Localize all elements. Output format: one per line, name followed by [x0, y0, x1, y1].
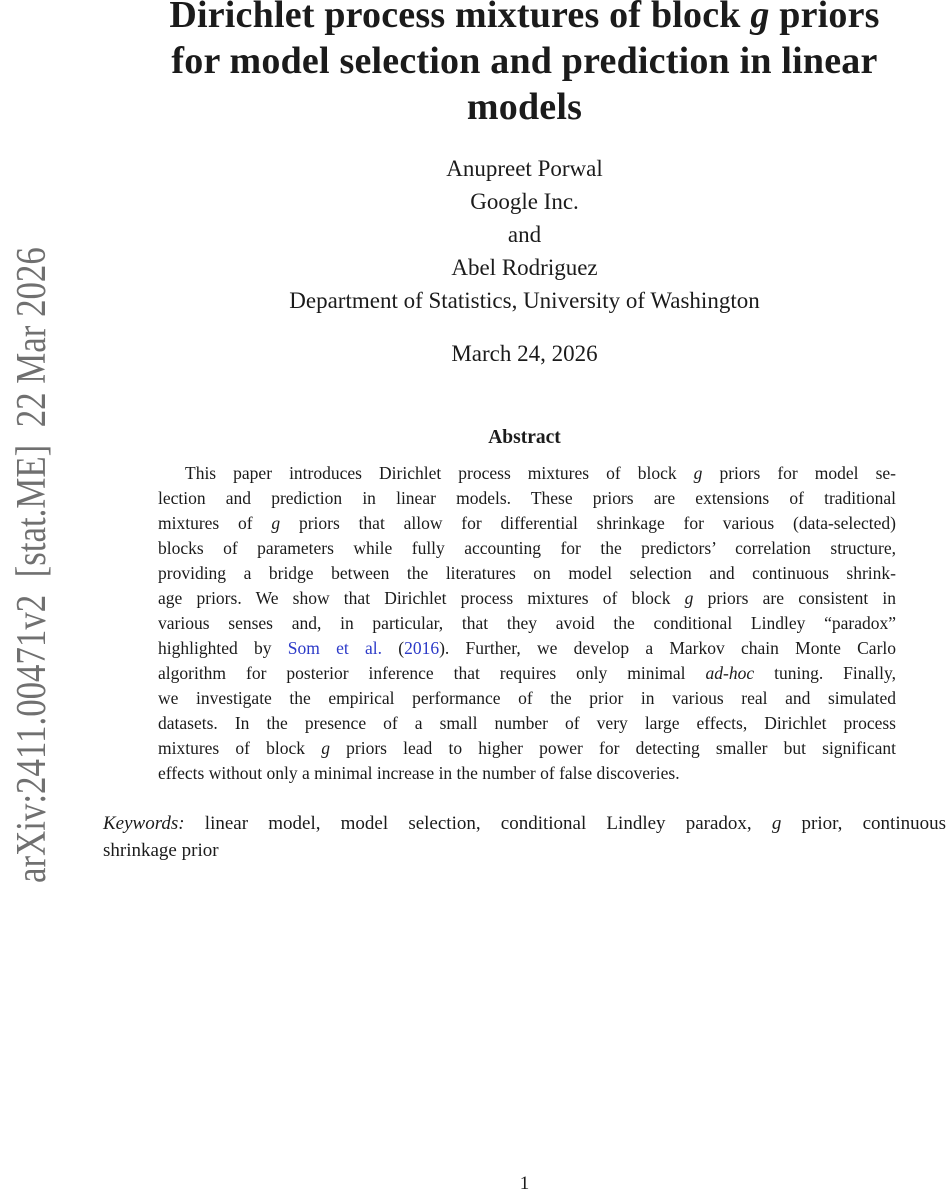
text-run: for model selection and prediction in linear — [171, 40, 878, 82]
author-line — [103, 152, 946, 185]
author-block — [103, 152, 946, 317]
text-run: ( — [382, 638, 405, 658]
text-run: models — [466, 86, 583, 128]
text-run: we investigate the empirical performance of the prior in various real and simulated — [158, 688, 896, 708]
paper-title — [103, 0, 946, 130]
abstract-line — [158, 686, 896, 711]
text-run: providing a bridge between the literatures on model selection and continuous shrink- — [158, 563, 896, 583]
abstract-heading: Abstract — [488, 427, 561, 448]
author-line — [103, 185, 946, 218]
arxiv-stamp: arXiv:2411.00471v2 [stat.ME] 22 Mar 2026 — [9, 247, 55, 884]
page-number: 1 — [519, 1173, 530, 1194]
title-line — [103, 84, 946, 130]
author-line — [103, 218, 946, 251]
abstract-line — [158, 461, 896, 486]
text-run: priors — [769, 0, 880, 36]
abstract-line — [158, 661, 896, 686]
text-run: Google Inc. — [470, 189, 579, 214]
text-run: Keywords: — [103, 813, 185, 834]
text-block — [103, 0, 946, 1200]
author-line — [103, 284, 946, 317]
citation-link[interactable]: Som et al. — [287, 638, 382, 658]
keywords-line — [103, 810, 946, 837]
text-run: algorithm for posterior inference that requires only minimal — [158, 663, 706, 683]
text-run: effects without only a minimal increase in the number of false discoveries. — [158, 763, 680, 783]
abstract-line — [158, 736, 896, 761]
text-run: g — [321, 738, 330, 758]
abstract-body — [158, 461, 896, 786]
abstract-line — [158, 561, 896, 586]
text-run: mixtures of — [158, 513, 272, 533]
text-run: age priors. We show that Dirichlet process mixtures of block — [158, 588, 685, 608]
abstract-line — [158, 511, 896, 536]
text-run: g — [750, 0, 770, 36]
text-run: ). Further, we develop a Markov chain Monte Carlo — [439, 638, 897, 658]
paper-date: March 24, 2026 — [451, 341, 598, 366]
abstract-line — [158, 711, 896, 736]
abstract-line — [158, 536, 896, 561]
text-run: mixtures of block — [158, 738, 322, 758]
title-line — [103, 0, 946, 38]
text-run: ad-hoc — [705, 663, 755, 683]
text-run: lection and prediction in linear models. These priors are extensions of traditional — [158, 488, 896, 508]
text-run: Abel Rodriguez — [451, 255, 598, 280]
text-run: linear model, model selection, conditional Lindley paradox, — [184, 813, 772, 834]
abstract-line — [158, 636, 896, 661]
text-run: prior, continuous — [781, 813, 946, 834]
citation-link[interactable]: 2016 — [404, 638, 440, 658]
text-run: shrinkage prior — [103, 840, 219, 861]
text-run: highlighted by — [158, 638, 288, 658]
abstract-line — [158, 611, 896, 636]
text-run: Department of Statistics, University of Washington — [289, 288, 760, 313]
text-run: priors that allow for differential shrinkage for various (data-selected) — [280, 513, 896, 533]
text-run: tuning. Finally, — [754, 663, 896, 683]
text-run: datasets. In the presence of a small number of very large effects, Dirichlet process — [158, 713, 896, 733]
text-run: priors lead to higher power for detecting smaller but significant — [329, 738, 896, 758]
abstract-line — [158, 486, 896, 511]
keywords-line — [103, 837, 946, 864]
title-line — [103, 38, 946, 84]
text-run: Dirichlet process mixtures of block — [169, 0, 751, 36]
text-run: priors are consistent in — [693, 588, 897, 608]
text-run: This paper introduces Dirichlet process mixtures of block — [185, 463, 694, 483]
text-run: various senses and, in particular, that they avoid the conditional Lindley “paradox” — [158, 613, 896, 633]
text-run: and — [507, 222, 542, 247]
keywords — [103, 810, 946, 864]
author-line — [103, 251, 946, 284]
text-run: g — [693, 463, 703, 483]
text-run: g — [771, 813, 782, 834]
text-run: g — [684, 588, 694, 608]
text-run: Anupreet Porwal — [446, 156, 603, 181]
text-run: blocks of parameters while fully accounting for the predictors’ correlation structure, — [158, 538, 896, 558]
abstract-line — [158, 586, 896, 611]
abstract-line — [158, 761, 896, 786]
text-run: g — [271, 513, 281, 533]
text-run: priors for model se- — [702, 463, 896, 483]
